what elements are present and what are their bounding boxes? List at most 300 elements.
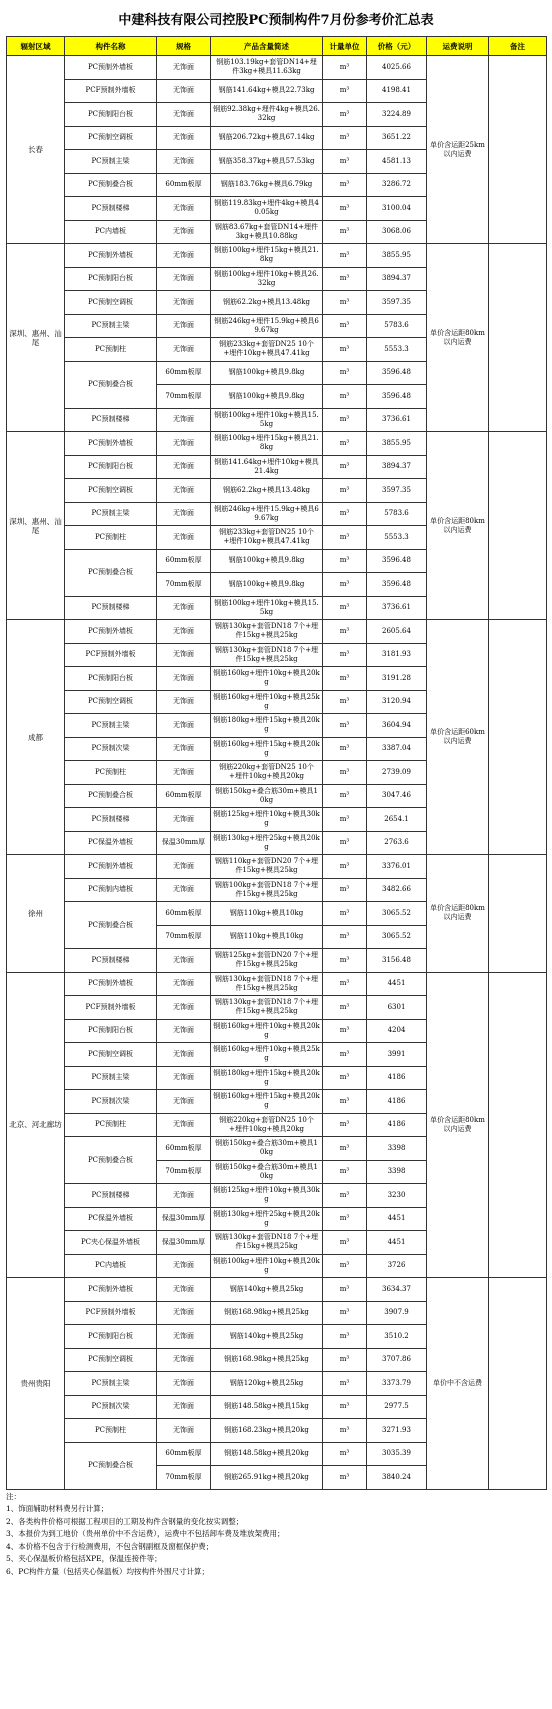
- spec-cell: 无饰面: [157, 1019, 211, 1043]
- spec-cell: 无饰面: [157, 1066, 211, 1090]
- table-row: [7, 56, 547, 80]
- spec-cell: 无饰面: [157, 667, 211, 691]
- spec-cell: 70mm板厚: [157, 925, 211, 949]
- content-summary-cell: 钢筋130kg+套管DN18 7个+埋件15kg+模具25kg: [211, 620, 323, 644]
- spec-cell: 无饰面: [157, 1419, 211, 1443]
- spec-cell: 无饰面: [157, 126, 211, 150]
- component-name-cell: PC预制柱: [65, 1113, 157, 1137]
- spec-cell: 无饰面: [157, 150, 211, 174]
- unit-cell: m³: [323, 620, 367, 644]
- unit-cell: m³: [323, 220, 367, 244]
- unit-cell: m³: [323, 667, 367, 691]
- spec-cell: 60mm板厚: [157, 549, 211, 573]
- spec-cell: 保温30mm厚: [157, 1207, 211, 1231]
- price-cell: 2763.6: [367, 831, 427, 855]
- component-name-cell: PC预制叠合板: [65, 902, 157, 949]
- unit-cell: m³: [323, 244, 367, 268]
- spec-cell: 无饰面: [157, 1348, 211, 1372]
- component-name-cell: PC预制外墙板: [65, 56, 157, 80]
- content-summary-cell: 钢筋130kg+套管DN18 7个+埋件15kg+模具25kg: [211, 643, 323, 667]
- content-summary-cell: 钢筋150kg+叠合筋30m+模具10kg: [211, 1137, 323, 1161]
- content-summary-cell: 钢筋130kg+埋件25kg+模具20kg: [211, 831, 323, 855]
- spec-cell: 无饰面: [157, 408, 211, 432]
- spec-cell: 无饰面: [157, 244, 211, 268]
- component-name-cell: PC预制主梁: [65, 502, 157, 526]
- price-cell: 4025.66: [367, 56, 427, 80]
- price-cell: 3634.37: [367, 1278, 427, 1302]
- component-name-cell: PC预制阳台板: [65, 103, 157, 127]
- content-summary-cell: 钢筋160kg+埋件10kg+模具20kg: [211, 1019, 323, 1043]
- price-cell: 4451: [367, 972, 427, 996]
- unit-cell: m³: [323, 1207, 367, 1231]
- price-cell: 3726: [367, 1254, 427, 1278]
- price-cell: 3230: [367, 1184, 427, 1208]
- component-name-cell: PC预制空调板: [65, 690, 157, 714]
- unit-cell: m³: [323, 855, 367, 879]
- component-name-cell: PC预制主梁: [65, 714, 157, 738]
- component-name-cell: PCF预制外墙板: [65, 643, 157, 667]
- content-summary-cell: 钢筋83.67kg+套管DN14+埋件3kg+模具10.88kg: [211, 220, 323, 244]
- unit-cell: m³: [323, 1372, 367, 1396]
- spec-cell: 70mm板厚: [157, 1160, 211, 1184]
- unit-cell: m³: [323, 314, 367, 338]
- content-summary-cell: 钢筋180kg+埋件15kg+模具20kg: [211, 1066, 323, 1090]
- spec-cell: 无饰面: [157, 432, 211, 456]
- price-cell: 3191.28: [367, 667, 427, 691]
- component-name-cell: PC预制内墙板: [65, 878, 157, 902]
- region-cell: 成都: [7, 620, 65, 855]
- remarks-cell: [489, 56, 547, 244]
- spec-cell: 无饰面: [157, 1254, 211, 1278]
- unit-cell: m³: [323, 1043, 367, 1067]
- unit-cell: m³: [323, 714, 367, 738]
- price-cell: 4581.13: [367, 150, 427, 174]
- content-summary-cell: 钢筋150kg+叠合筋30m+模具10kg: [211, 784, 323, 808]
- price-cell: 4198.41: [367, 79, 427, 103]
- content-summary-cell: 钢筋141.64kg+模具22.73kg: [211, 79, 323, 103]
- component-name-cell: PC预制外墙板: [65, 244, 157, 268]
- component-name-cell: PC预制主梁: [65, 314, 157, 338]
- component-name-cell: PC内墙板: [65, 220, 157, 244]
- spec-cell: 无饰面: [157, 808, 211, 832]
- content-summary-cell: 钢筋125kg+套管DN20 7个+埋件15kg+模具25kg: [211, 949, 323, 973]
- region-cell: 深圳、惠州、汕尾: [7, 432, 65, 620]
- component-name-cell: PC预制楼梯: [65, 408, 157, 432]
- component-name-cell: PC预制空调板: [65, 479, 157, 503]
- header-component-name: 构件名称: [65, 37, 157, 56]
- spec-cell: 无饰面: [157, 996, 211, 1020]
- unit-cell: m³: [323, 1442, 367, 1466]
- price-cell: 3047.46: [367, 784, 427, 808]
- content-summary-cell: 钢筋92.38kg+埋件4kg+模具26.32kg: [211, 103, 323, 127]
- component-name-cell: PC预制次梁: [65, 737, 157, 761]
- price-cell: 3894.37: [367, 267, 427, 291]
- note-line: 1、饰面辅助材料费另行计算；: [6, 1504, 109, 1513]
- spec-cell: 70mm板厚: [157, 1466, 211, 1490]
- remarks-cell: [489, 855, 547, 973]
- component-name-cell: PC预制阳台板: [65, 455, 157, 479]
- content-summary-cell: 钢筋233kg+套管DN25 10个+埋件10kg+模具47.41kg: [211, 338, 323, 362]
- price-cell: 3065.52: [367, 902, 427, 926]
- unit-cell: m³: [323, 408, 367, 432]
- note-line: 4、本价格不包含于行检测费用，不包含钢副框及窗框保护费；: [6, 1541, 214, 1551]
- component-name-cell: PC预制叠合板: [65, 1137, 157, 1184]
- component-name-cell: PC预制叠合板: [65, 1442, 157, 1489]
- table-header-row: [7, 37, 547, 56]
- content-summary-cell: 钢筋220kg+套管DN25 10个+埋件10kg+模具20kg: [211, 1113, 323, 1137]
- content-summary-cell: 钢筋206.72kg+模具67.14kg: [211, 126, 323, 150]
- component-name-cell: PCF预制外墙板: [65, 996, 157, 1020]
- content-summary-cell: 钢筋141.64kg+埋件10kg+模具21.4kg: [211, 455, 323, 479]
- notes-heading: 注：: [6, 1491, 21, 1501]
- price-cell: 3736.61: [367, 596, 427, 620]
- price-cell: 3373.79: [367, 1372, 427, 1396]
- table-row: [7, 855, 547, 879]
- unit-cell: m³: [323, 1278, 367, 1302]
- component-name-cell: PC预制阳台板: [65, 267, 157, 291]
- unit-cell: m³: [323, 643, 367, 667]
- spec-cell: 保温30mm厚: [157, 1231, 211, 1255]
- spec-cell: 无饰面: [157, 855, 211, 879]
- price-cell: 3596.48: [367, 361, 427, 385]
- price-cell: 3894.37: [367, 455, 427, 479]
- unit-cell: m³: [323, 761, 367, 785]
- content-summary-cell: 钢筋100kg+埋件10kg+模具15.5kg: [211, 408, 323, 432]
- content-summary-cell: 钢筋168.98kg+模具25kg: [211, 1348, 323, 1372]
- table-row: [7, 620, 547, 644]
- spec-cell: 70mm板厚: [157, 385, 211, 409]
- spec-cell: 无饰面: [157, 1090, 211, 1114]
- content-summary-cell: 钢筋100kg+埋件15kg+模具21.8kg: [211, 432, 323, 456]
- price-cell: 5783.6: [367, 502, 427, 526]
- note-line: 2、各类构件价格可根据工程项目的工期及构件含钢量的变化按实调整；: [6, 1516, 244, 1526]
- price-cell: 3286.72: [367, 173, 427, 197]
- content-summary-cell: 钢筋130kg+套管DN18 7个+埋件15kg+模具25kg: [211, 996, 323, 1020]
- table-row: [7, 244, 547, 268]
- content-summary-cell: 钢筋62.2kg+模具13.48kg: [211, 479, 323, 503]
- content-summary-cell: 钢筋110kg+模具10kg: [211, 902, 323, 926]
- unit-cell: m³: [323, 385, 367, 409]
- table-row: [7, 432, 547, 456]
- unit-cell: m³: [323, 690, 367, 714]
- note-line: 3、本报价为到工地价（贵州单价中不含运费），运费中不包括卸车费及堆放架费用；: [6, 1529, 285, 1538]
- region-cell: 北京、河北廊坊: [7, 972, 65, 1278]
- remarks-cell: [489, 432, 547, 620]
- header-shipping: 运费说明: [427, 37, 489, 56]
- unit-cell: m³: [323, 197, 367, 221]
- price-table: [6, 36, 547, 1490]
- content-summary-cell: 钢筋125kg+埋件10kg+模具30kg: [211, 1184, 323, 1208]
- content-summary-cell: 钢筋150kg+叠合筋30m+模具10kg: [211, 1160, 323, 1184]
- price-cell: 2605.64: [367, 620, 427, 644]
- price-cell: 3736.61: [367, 408, 427, 432]
- shipping-note-cell: 单价中不含运费: [427, 1278, 489, 1490]
- spec-cell: 无饰面: [157, 197, 211, 221]
- price-cell: 3651.22: [367, 126, 427, 150]
- unit-cell: m³: [323, 1113, 367, 1137]
- price-cell: 3398: [367, 1137, 427, 1161]
- component-name-cell: PC预制次梁: [65, 1090, 157, 1114]
- spec-cell: 无饰面: [157, 1113, 211, 1137]
- spec-cell: 无饰面: [157, 972, 211, 996]
- header-unit: 计量单位: [323, 37, 367, 56]
- content-summary-cell: 钢筋220kg+套管DN25 10个+埋件10kg+模具20kg: [211, 761, 323, 785]
- spec-cell: 无饰面: [157, 1325, 211, 1349]
- content-summary-cell: 钢筋180kg+埋件15kg+模具20kg: [211, 714, 323, 738]
- spec-cell: 60mm板厚: [157, 1442, 211, 1466]
- table-row: [7, 1278, 547, 1302]
- header-price: 价格（元）: [367, 37, 427, 56]
- content-summary-cell: 钢筋160kg+埋件10kg+模具20kg: [211, 667, 323, 691]
- unit-cell: m³: [323, 596, 367, 620]
- content-summary-cell: 钢筋100kg+模具9.8kg: [211, 549, 323, 573]
- content-summary-cell: 钢筋100kg+埋件10kg+模具26.32kg: [211, 267, 323, 291]
- price-cell: 3068.06: [367, 220, 427, 244]
- spec-cell: 60mm板厚: [157, 1137, 211, 1161]
- spec-cell: 无饰面: [157, 314, 211, 338]
- component-name-cell: PC预制空调板: [65, 126, 157, 150]
- spec-cell: 60mm板厚: [157, 173, 211, 197]
- price-cell: 3596.48: [367, 549, 427, 573]
- unit-cell: m³: [323, 56, 367, 80]
- unit-cell: m³: [323, 1301, 367, 1325]
- unit-cell: m³: [323, 1325, 367, 1349]
- unit-cell: m³: [323, 479, 367, 503]
- unit-cell: m³: [323, 338, 367, 362]
- content-summary-cell: 钢筋100kg+埋件10kg+模具15.5kg: [211, 596, 323, 620]
- spec-cell: 无饰面: [157, 267, 211, 291]
- spec-cell: 保温30mm厚: [157, 831, 211, 855]
- spec-cell: 无饰面: [157, 596, 211, 620]
- content-summary-cell: 钢筋100kg+模具9.8kg: [211, 573, 323, 597]
- spec-cell: 无饰面: [157, 643, 211, 667]
- unit-cell: m³: [323, 150, 367, 174]
- component-name-cell: PC预制主梁: [65, 1066, 157, 1090]
- remarks-cell: [489, 244, 547, 432]
- component-name-cell: PC保温外墙板: [65, 831, 157, 855]
- unit-cell: m³: [323, 1419, 367, 1443]
- table-body: [7, 56, 547, 1490]
- shipping-note-cell: 单价含运距80km以内运费: [427, 244, 489, 432]
- unit-cell: m³: [323, 1066, 367, 1090]
- unit-cell: m³: [323, 878, 367, 902]
- region-cell: 贵州贵阳: [7, 1278, 65, 1490]
- component-name-cell: PC内墙板: [65, 1254, 157, 1278]
- component-name-cell: PC保温外墙板: [65, 1207, 157, 1231]
- header-region: 辐射区域: [7, 37, 65, 56]
- price-cell: 5783.6: [367, 314, 427, 338]
- unit-cell: m³: [323, 126, 367, 150]
- unit-cell: m³: [323, 1160, 367, 1184]
- header-spec: 规格: [157, 37, 211, 56]
- component-name-cell: PC预制叠合板: [65, 784, 157, 808]
- unit-cell: m³: [323, 549, 367, 573]
- unit-cell: m³: [323, 925, 367, 949]
- spec-cell: 无饰面: [157, 79, 211, 103]
- note-line: 6、PC构件方量（包括夹心保温板）均按构件外围尺寸计算；: [6, 1566, 210, 1576]
- remarks-cell: [489, 1278, 547, 1490]
- price-cell: 5553.3: [367, 526, 427, 550]
- price-cell: 4451: [367, 1231, 427, 1255]
- price-cell: 3100.04: [367, 197, 427, 221]
- price-cell: 3376.01: [367, 855, 427, 879]
- component-name-cell: PC预制楼梯: [65, 197, 157, 221]
- price-cell: 3224.89: [367, 103, 427, 127]
- spec-cell: 无饰面: [157, 1372, 211, 1396]
- spec-cell: 无饰面: [157, 714, 211, 738]
- unit-cell: m³: [323, 1184, 367, 1208]
- unit-cell: m³: [323, 737, 367, 761]
- content-summary-cell: 钢筋119.83kg+埋件4kg+模具40.05kg: [211, 197, 323, 221]
- unit-cell: m³: [323, 902, 367, 926]
- content-summary-cell: 钢筋110kg+模具10kg: [211, 925, 323, 949]
- price-cell: 3398: [367, 1160, 427, 1184]
- price-cell: 3181.93: [367, 643, 427, 667]
- content-summary-cell: 钢筋130kg+埋件25kg+模具20kg: [211, 1207, 323, 1231]
- unit-cell: m³: [323, 361, 367, 385]
- unit-cell: m³: [323, 996, 367, 1020]
- component-name-cell: PCF预制外墙板: [65, 79, 157, 103]
- price-cell: 3596.48: [367, 573, 427, 597]
- shipping-note-cell: 单价含运距60km以内运费: [427, 620, 489, 855]
- component-name-cell: PC预制阳台板: [65, 1325, 157, 1349]
- content-summary-cell: 钢筋183.76kg+模具6.79kg: [211, 173, 323, 197]
- component-name-cell: PC预制柱: [65, 761, 157, 785]
- price-cell: 3597.35: [367, 479, 427, 503]
- region-cell: 长春: [7, 56, 65, 244]
- header-content-summary: 产品含量简述: [211, 37, 323, 56]
- price-cell: 4204: [367, 1019, 427, 1043]
- component-name-cell: PC预制柱: [65, 1419, 157, 1443]
- price-cell: 3855.95: [367, 244, 427, 268]
- shipping-note-cell: 单价含运距80km以内运费: [427, 855, 489, 973]
- spec-cell: 60mm板厚: [157, 902, 211, 926]
- unit-cell: m³: [323, 1137, 367, 1161]
- spec-cell: 无饰面: [157, 620, 211, 644]
- price-cell: 3387.04: [367, 737, 427, 761]
- content-summary-cell: 钢筋100kg+套管DN18 7个+埋件15kg+模具25kg: [211, 878, 323, 902]
- unit-cell: m³: [323, 79, 367, 103]
- content-summary-cell: 钢筋125kg+埋件10kg+模具30kg: [211, 808, 323, 832]
- component-name-cell: PC预制外墙板: [65, 620, 157, 644]
- unit-cell: m³: [323, 267, 367, 291]
- component-name-cell: PC预制楼梯: [65, 808, 157, 832]
- component-name-cell: PC预制次梁: [65, 1395, 157, 1419]
- price-cell: 3604.94: [367, 714, 427, 738]
- component-name-cell: PC预制叠合板: [65, 173, 157, 197]
- unit-cell: m³: [323, 1254, 367, 1278]
- content-summary-cell: 钢筋120kg+模具25kg: [211, 1372, 323, 1396]
- spec-cell: 无饰面: [157, 1278, 211, 1302]
- unit-cell: m³: [323, 808, 367, 832]
- unit-cell: m³: [323, 784, 367, 808]
- content-summary-cell: 钢筋100kg+埋件10kg+模具20kg: [211, 1254, 323, 1278]
- price-cell: 3271.93: [367, 1419, 427, 1443]
- content-summary-cell: 钢筋140kg+模具25kg: [211, 1325, 323, 1349]
- price-cell: 4186: [367, 1090, 427, 1114]
- spec-cell: 无饰面: [157, 1301, 211, 1325]
- shipping-note-cell: 单价含运距80km以内运费: [427, 972, 489, 1278]
- content-summary-cell: 钢筋103.19kg+套管DN14+埋件3kg+模具11.63kg: [211, 56, 323, 80]
- unit-cell: m³: [323, 291, 367, 315]
- spec-cell: 无饰面: [157, 455, 211, 479]
- component-name-cell: PC预制柱: [65, 526, 157, 550]
- price-cell: 2654.1: [367, 808, 427, 832]
- content-summary-cell: 钢筋130kg+套管DN18 7个+埋件15kg+模具25kg: [211, 972, 323, 996]
- document-title: 中建科技有限公司控股PC预制构件7月份参考价汇总表: [118, 13, 434, 28]
- region-cell: 深圳、惠州、汕尾: [7, 244, 65, 432]
- spec-cell: 60mm板厚: [157, 361, 211, 385]
- content-summary-cell: 钢筋110kg+套管DN20 7个+埋件15kg+模具25kg: [211, 855, 323, 879]
- region-cell: 徐州: [7, 855, 65, 973]
- unit-cell: m³: [323, 103, 367, 127]
- note-line: 5、夹心保温板价格包括XPE，保温连接件等；: [6, 1554, 162, 1563]
- notes-section: [6, 1491, 546, 1579]
- content-summary-cell: 钢筋100kg+模具9.8kg: [211, 385, 323, 409]
- content-summary-cell: 钢筋160kg+埋件10kg+模具25kg: [211, 690, 323, 714]
- shipping-note-cell: 单价含运距25km以内运费: [427, 56, 489, 244]
- component-name-cell: PCF预制外墙板: [65, 1301, 157, 1325]
- content-summary-cell: 钢筋62.2kg+模具13.48kg: [211, 291, 323, 315]
- spec-cell: 无饰面: [157, 1043, 211, 1067]
- unit-cell: m³: [323, 455, 367, 479]
- price-cell: 4186: [367, 1113, 427, 1137]
- component-name-cell: PC预制外墙板: [65, 432, 157, 456]
- header-remarks: 备注: [489, 37, 547, 56]
- unit-cell: m³: [323, 1395, 367, 1419]
- unit-cell: m³: [323, 526, 367, 550]
- price-cell: 3065.52: [367, 925, 427, 949]
- content-summary-cell: 钢筋160kg+埋件15kg+模具20kg: [211, 737, 323, 761]
- spec-cell: 无饰面: [157, 690, 211, 714]
- unit-cell: m³: [323, 502, 367, 526]
- content-summary-cell: 钢筋168.98kg+模具25kg: [211, 1301, 323, 1325]
- price-cell: 3840.24: [367, 1466, 427, 1490]
- component-name-cell: PC预制空调板: [65, 1348, 157, 1372]
- spec-cell: 无饰面: [157, 949, 211, 973]
- component-name-cell: PC预制楼梯: [65, 596, 157, 620]
- spec-cell: 无饰面: [157, 1184, 211, 1208]
- spec-cell: 60mm板厚: [157, 784, 211, 808]
- content-summary-cell: 钢筋233kg+套管DN25 10个+埋件10kg+模具47.41kg: [211, 526, 323, 550]
- price-cell: 4186: [367, 1066, 427, 1090]
- price-cell: 5553.3: [367, 338, 427, 362]
- component-name-cell: PC预制空调板: [65, 1043, 157, 1067]
- content-summary-cell: 钢筋246kg+埋件15.9kg+模具69.67kg: [211, 502, 323, 526]
- component-name-cell: PC预制楼梯: [65, 1184, 157, 1208]
- content-summary-cell: 钢筋265.91kg+模具20kg: [211, 1466, 323, 1490]
- spec-cell: 无饰面: [157, 338, 211, 362]
- remarks-cell: [489, 620, 547, 855]
- spec-cell: 无饰面: [157, 737, 211, 761]
- content-summary-cell: 钢筋148.58kg+模具20kg: [211, 1442, 323, 1466]
- price-cell: 3120.94: [367, 690, 427, 714]
- component-name-cell: PC预制楼梯: [65, 949, 157, 973]
- spec-cell: 无饰面: [157, 291, 211, 315]
- price-cell: 4451: [367, 1207, 427, 1231]
- content-summary-cell: 钢筋246kg+埋件15.9kg+模具69.67kg: [211, 314, 323, 338]
- unit-cell: m³: [323, 1466, 367, 1490]
- spec-cell: 无饰面: [157, 220, 211, 244]
- component-name-cell: PC预制叠合板: [65, 361, 157, 408]
- component-name-cell: PC预制外墙板: [65, 1278, 157, 1302]
- unit-cell: m³: [323, 432, 367, 456]
- content-summary-cell: 钢筋148.58kg+模具15kg: [211, 1395, 323, 1419]
- shipping-note-cell: 单价含运距80km以内运费: [427, 432, 489, 620]
- remarks-cell: [489, 972, 547, 1278]
- table-row: [7, 972, 547, 996]
- component-name-cell: PC预制空调板: [65, 291, 157, 315]
